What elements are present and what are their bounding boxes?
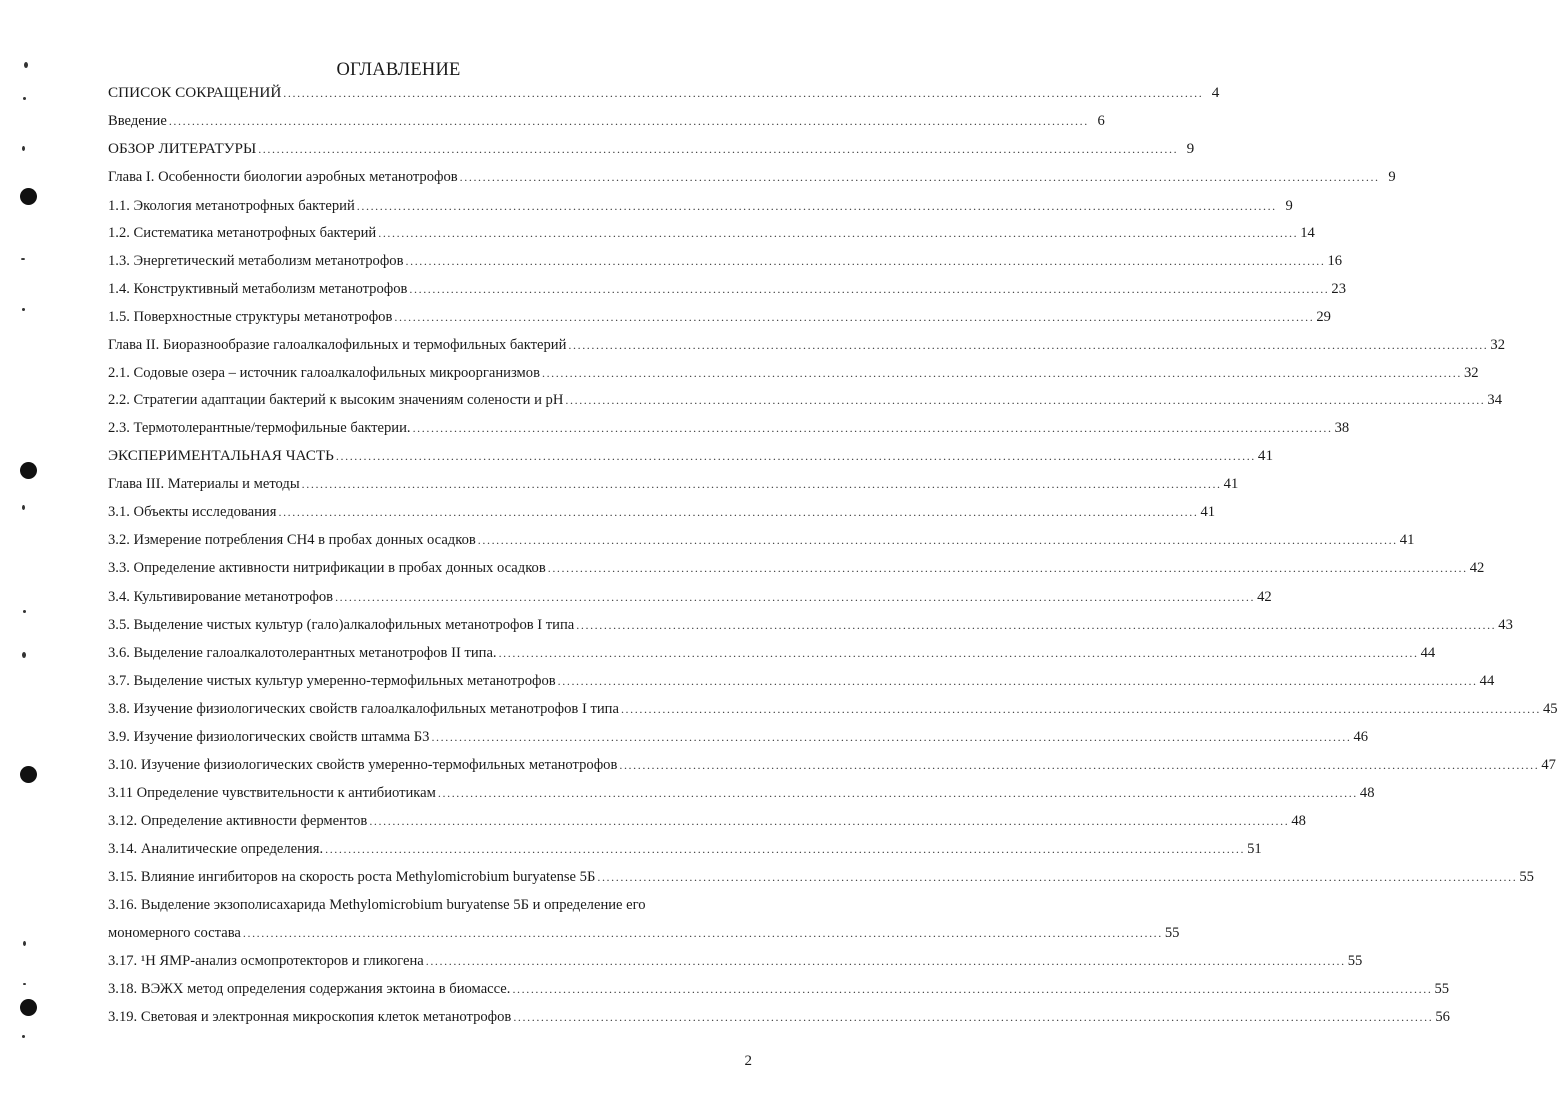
toc-entry [108, 1006, 1450, 1028]
toc-entry-page: 38 [1334, 420, 1350, 436]
toc-entry-page: 34 [1487, 392, 1502, 408]
toc-leader-dots: ........................................................................................................................................................................................................ [498, 646, 1419, 660]
toc-entry-page: 9 [1186, 140, 1195, 157]
toc-entry [108, 698, 1558, 720]
toc-entry [108, 978, 1450, 1000]
toc-entry [108, 250, 1343, 272]
toc-leader-dots: ........................................................................................................................................................................................................ [405, 254, 1326, 268]
toc-entry [108, 278, 1346, 300]
toc-entry-page: 29 [1316, 309, 1331, 325]
toc-entry-label: 1.4. Конструктивный метаболизм метанотрофов [108, 281, 408, 297]
toc-entry-label: 1.2. Систематика метанотрофных бактерий [108, 225, 377, 241]
toc-entry-page: 56 [1435, 1009, 1450, 1025]
toc-entry [108, 754, 1556, 776]
toc-entry [108, 782, 1375, 804]
scan-speck [22, 1035, 25, 1038]
toc-leader-dots: ........................................................................................................................................................................................................ [513, 1010, 1434, 1024]
toc-leader-dots: ........................................................................................................................................................................................................ [278, 505, 1199, 519]
toc-entry-page: 51 [1247, 841, 1262, 857]
toc-entry [108, 82, 1220, 104]
binder-hole [20, 462, 37, 479]
toc-entry [108, 445, 1274, 467]
toc-leader-dots: ........................................................................................................................................................................................................ [168, 114, 1089, 128]
toc-entry [108, 529, 1415, 551]
toc-leader-dots: ........................................................................................................................................................................................................ [356, 199, 1277, 213]
binder-hole [20, 999, 37, 1016]
toc-entry-label: 2.2. Стратегии адаптации бактерий к высоким значениям солености и pH [108, 392, 564, 408]
toc-entry-page: 41 [1399, 532, 1415, 548]
scan-speck [21, 258, 25, 260]
toc-entry [108, 195, 1293, 217]
toc-entry-page: 46 [1353, 729, 1369, 745]
toc-entry-label: 2.1. Содовые озера – источник галоалкалофильных микроорганизмов [108, 365, 540, 381]
toc-leader-dots: ........................................................................................................................................................................................................ [565, 393, 1486, 407]
toc-entry-page: 23 [1331, 281, 1346, 297]
toc-leader-dots: ........................................................................................................................................................................................................ [541, 366, 1462, 380]
scan-speck [23, 610, 26, 613]
toc-leader-dots: ........................................................................................................................................................................................................ [242, 926, 1163, 940]
toc-leader-dots: ........................................................................................................................................................................................................ [620, 702, 1541, 716]
toc-entry-page: 44 [1479, 673, 1495, 689]
scan-speck [23, 983, 26, 985]
scan-speck [24, 62, 28, 68]
toc-entry-page: 55 [1164, 925, 1180, 941]
toc-entry-label: 3.1. Объекты исследования [108, 504, 277, 520]
toc-entry [108, 642, 1436, 664]
toc-entry [108, 306, 1331, 328]
toc-entry-page: 32 [1490, 337, 1505, 353]
toc-entry [108, 726, 1369, 748]
scan-speck [22, 146, 25, 151]
toc-leader-dots: ........................................................................................................................................................................................................ [409, 282, 1330, 296]
toc-entry [108, 950, 1363, 972]
toc-entry-label: 3.5. Выделение чистых культур (гало)алкалофильных метанотрофов I типа [108, 617, 575, 633]
toc-entry-page: 41 [1257, 447, 1274, 464]
toc-entry-label: 3.18. ВЭЖХ метод определения содержания эктоина в биомассе. [108, 981, 511, 997]
toc-entry-label: мономерного состава [108, 925, 241, 941]
toc-entry-page: 44 [1420, 645, 1436, 661]
toc-leader-dots: ........................................................................................................................................................................................................ [576, 618, 1497, 632]
toc-entry-label: 3.19. Световая и электронная микроскопия клеток метанотрофов [108, 1009, 512, 1025]
toc-leader-dots: ........................................................................................................................................................................................................ [568, 338, 1489, 352]
scan-speck [22, 652, 26, 658]
toc-entry [108, 166, 1396, 188]
toc-leader-dots: ........................................................................................................................................................................................................ [425, 954, 1346, 968]
toc-entry-label: 3.7. Выделение чистых культур умеренно-термофильных метанотрофов [108, 673, 556, 689]
toc-entry-page: 45 [1542, 701, 1558, 717]
toc-entry-label: ЭКСПЕРИМЕНТАЛЬНАЯ ЧАСТЬ [108, 447, 334, 464]
toc-entry-page: 42 [1469, 560, 1485, 576]
toc-leader-dots: ........................................................................................................................................................................................................ [378, 226, 1299, 240]
toc-leader-dots: ........................................................................................................................................................................................................ [547, 561, 1468, 575]
toc-leader-dots: ........................................................................................................................................................................................................ [459, 170, 1380, 184]
toc-entry-label: 3.10. Изучение физиологических свойств умеренно-термофильных метанотрофов [108, 757, 618, 773]
toc-title: ОГЛАВЛЕНИЕ [336, 60, 461, 80]
toc-entry-label: Введение [108, 113, 167, 129]
toc-entry-page: 9 [1285, 198, 1293, 214]
toc-entry-page: 47 [1541, 757, 1556, 773]
toc-entry-label: 1.3. Энергетический метаболизм метанотрофов [108, 253, 404, 269]
toc-entry-label: 3.16. Выделение экзополисахарида Methylomicrobium buryatense 5Б и определение его [108, 897, 646, 913]
page-number: 2 [744, 1053, 752, 1069]
toc-entry [108, 362, 1479, 384]
toc-leader-dots: ........................................................................................................................................................................................................ [335, 590, 1256, 604]
toc-entry-label: 3.14. Аналитические определения. [108, 841, 324, 857]
toc-entry-page: 48 [1359, 785, 1375, 801]
toc-entry-page: 41 [1200, 504, 1216, 520]
toc-entry-page: 48 [1291, 813, 1306, 829]
toc-leader-dots: ........................................................................................................................................................................................................ [412, 421, 1333, 435]
toc-entry-label: 1.5. Поверхностные структуры метанотрофов [108, 309, 393, 325]
toc-entry-label: 3.11 Определение чувствительности к антибиотикам [108, 785, 436, 801]
toc-leader-dots: ........................................................................................................................................................................................................ [619, 758, 1540, 772]
toc-leader-dots: ........................................................................................................................................................................................................ [283, 86, 1204, 100]
toc-entry [108, 810, 1306, 832]
toc-entry [108, 838, 1262, 860]
toc-entry-label: 3.15. Влияние ингибиторов на скорость роста Methylomicrobium buryatense 5Б [108, 869, 596, 885]
toc-leader-dots: ........................................................................................................................................................................................................ [437, 786, 1358, 800]
toc-entry [108, 334, 1505, 356]
toc-entry-label: 3.12. Определение активности ферментов [108, 813, 368, 829]
toc-leader-dots: ........................................................................................................................................................................................................ [369, 814, 1290, 828]
toc-entry-label: 3.3. Определение активности нитрификации в пробах донных осадков [108, 560, 546, 576]
toc-entry-page: 55 [1519, 869, 1534, 885]
toc-entry-label: 3.8. Изучение физиологических свойств галоалкалофильных метанотрофов I типа [108, 701, 619, 717]
toc-entry [108, 866, 1534, 888]
toc-entry-label: СПИСОК СОКРАЩЕНИЙ [108, 84, 282, 101]
toc-leader-dots: ........................................................................................................................................................................................................ [394, 310, 1315, 324]
binder-hole [20, 188, 37, 205]
toc-entry [108, 138, 1195, 160]
toc-leader-dots: ........................................................................................................................................................................................................ [258, 142, 1179, 156]
toc-entry-label: 3.4. Культивирование метанотрофов [108, 589, 334, 605]
toc-entry-page: 4 [1211, 84, 1220, 101]
toc-leader-dots: ........................................................................................................................................................................................................ [335, 449, 1256, 463]
toc-entry-label: Глава III. Материалы и методы [108, 476, 300, 492]
toc-entry [108, 110, 1105, 132]
toc-entry [108, 894, 750, 916]
toc-entry [108, 222, 1315, 244]
scan-speck [23, 97, 26, 100]
toc-entry [108, 614, 1513, 636]
toc-entry-page: 14 [1300, 225, 1315, 241]
toc-entry-page: 41 [1223, 476, 1239, 492]
toc-entry-page: 42 [1257, 589, 1272, 605]
toc-entry [108, 389, 1502, 411]
toc-entry [108, 670, 1495, 692]
scan-speck [22, 308, 25, 311]
toc-entry-page: 32 [1463, 365, 1479, 381]
toc-leader-dots: ........................................................................................................................................................................................................ [512, 982, 1433, 996]
scan-speck [22, 505, 25, 510]
toc-leader-dots: ........................................................................................................................................................................................................ [557, 674, 1478, 688]
toc-entry-page: 43 [1498, 617, 1513, 633]
toc-leader-dots: ........................................................................................................................................................................................................ [301, 477, 1222, 491]
toc-entry-label: Глава I. Особенности биологии аэробных метанотрофов [108, 169, 458, 185]
toc-entry-label: 3.9. Изучение физиологических свойств штамма Б3 [108, 729, 430, 745]
toc-leader-dots: ........................................................................................................................................................................................................ [431, 730, 1352, 744]
toc-entry [108, 417, 1350, 439]
toc-entry [108, 473, 1239, 495]
binder-hole [20, 766, 37, 783]
toc-entry-page: 9 [1388, 169, 1396, 185]
toc-entry-page: 55 [1347, 953, 1363, 969]
toc-entry-label: Глава II. Биоразнообразие галоалкалофильных и термофильных бактерий [108, 337, 567, 353]
toc-leader-dots: ........................................................................................................................................................................................................ [325, 842, 1246, 856]
toc-entry-label: ОБЗОР ЛИТЕРАТУРЫ [108, 140, 257, 157]
toc-leader-dots: ........................................................................................................................................................................................................ [477, 533, 1398, 547]
toc-entry-label: 1.1. Экология метанотрофных бактерий [108, 198, 355, 214]
toc-entry-label: 3.17. ¹Н ЯМР-анализ осмопротекторов и гликогена [108, 953, 424, 969]
scan-speck [23, 941, 26, 946]
toc-entry-label: 3.6. Выделение галоалкалотолерантных метанотрофов II типа. [108, 645, 497, 661]
toc-leader-dots: ........................................................................................................................................................................................................ [597, 870, 1518, 884]
toc-entry-page: 16 [1327, 253, 1343, 269]
toc-entry-label: 2.3. Термотолерантные/термофильные бактерии. [108, 420, 411, 436]
toc-entry-page: 55 [1434, 981, 1450, 997]
toc-entry-label: 3.2. Измерение потребления CH4 в пробах донных осадков [108, 532, 476, 548]
toc-entry [108, 501, 1216, 523]
toc-entry-page: 6 [1097, 113, 1105, 129]
toc-entry [108, 922, 1180, 944]
toc-entry [108, 557, 1485, 579]
toc-entry [108, 586, 1272, 608]
